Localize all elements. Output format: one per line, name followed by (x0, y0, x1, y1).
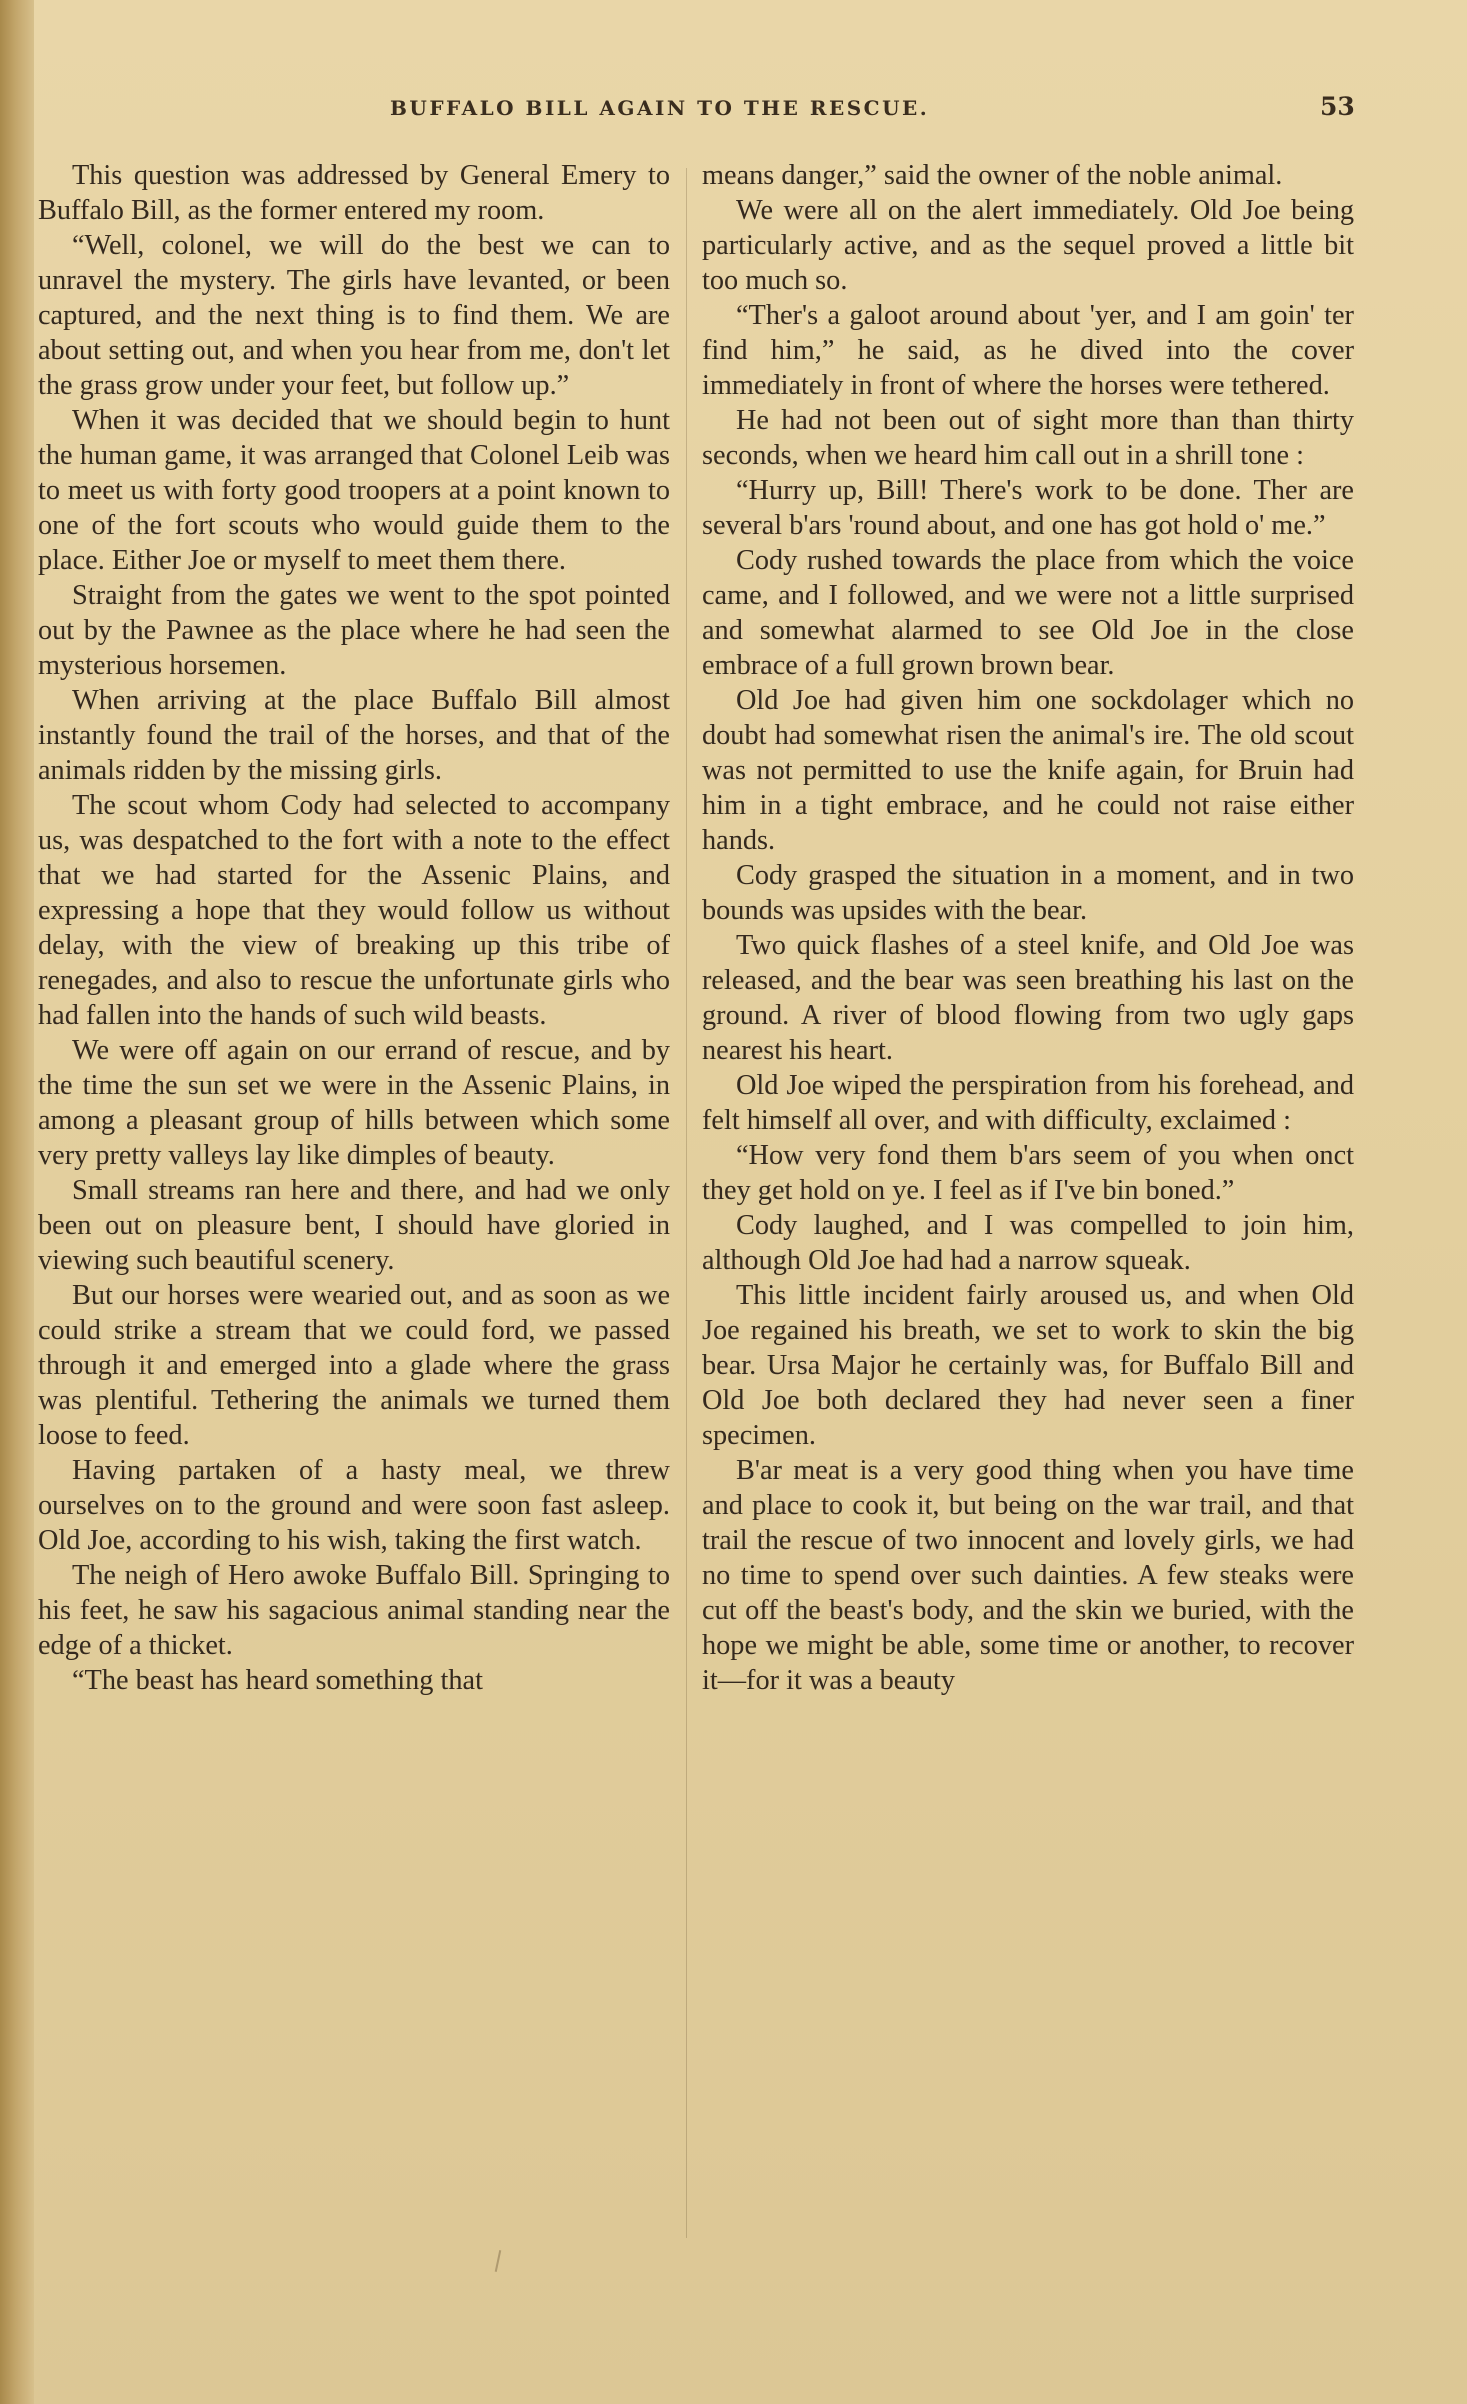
paragraph: “How very fond them b'ars seem of you when onct they get hold on ye. I feel as if I've bin boned.” (702, 1140, 1354, 1206)
paragraph: “Well, colonel, we will do the best we can to unravel the mystery. The girls have levanted, or been captured, and the next thing is to find them. We are about setting out, and when you hear from me, don't let the grass grow under your feet, but follow up.” (38, 230, 670, 401)
paragraph: Cody laughed, and I was compelled to join him, although Old Joe had had a narrow squeak. (702, 1210, 1354, 1276)
paragraph: This little incident fairly aroused us, and when Old Joe regained his breath, we set to work to skin the big bear. Ursa Major he certainly was, for Buffalo Bill and Old Joe both declared they had never seen a finer specimen. (702, 1280, 1354, 1451)
paragraph: Two quick flashes of a steel knife, and Old Joe was released, and the bear was seen breathing his last on the ground. A river of blood flowing from two ugly gaps nearest his heart. (702, 930, 1354, 1066)
page-number: 53 (1320, 92, 1355, 121)
paragraph: “The beast has heard something that (72, 1665, 483, 1696)
left-column (38, 158, 670, 2288)
binding-edge (0, 0, 34, 2404)
paragraph: Small streams ran here and there, and had we only been out on pleasure bent, I should have gloried in viewing such beautiful scenery. (38, 1175, 670, 1276)
paragraph: Cody grasped the situation in a moment, and in two bounds was upsides with the bear. (702, 860, 1354, 926)
paragraph: Cody rushed towards the place from which the voice came, and I followed, and we were not a little surprised and somewhat alarmed to see Old Joe in the close embrace of a full grown brown bear. (702, 545, 1354, 681)
paragraph: “Ther's a galoot around about 'yer, and I am goin' ter find him,” he said, as he dived into the cover immediately in front of where the horses were tethered. (702, 300, 1354, 401)
paragraph: Old Joe wiped the perspiration from his forehead, and felt himself all over, and with difficulty, exclaimed : (702, 1070, 1354, 1136)
paragraph: This question was addressed by General Emery to Buffalo Bill, as the former entered my room. (38, 160, 670, 226)
paragraph: The neigh of Hero awoke Buffalo Bill. Springing to his feet, he saw his sagacious animal standing near the edge of a thicket. (38, 1560, 670, 1661)
paragraph: But our horses were wearied out, and as soon as we could strike a stream that we could ford, we passed through it and emerged into a glade where the grass was plentiful. Tethering the animals we turned them loose to feed. (38, 1280, 670, 1451)
paragraph: Old Joe had given him one sockdolager which no doubt had somewhat risen the animal's ire. The old scout was not permitted to use the knife again, for Bruin had him in a tight embrace, and he could not raise either hands. (702, 685, 1354, 856)
right-column (702, 158, 1354, 2288)
paragraph: Straight from the gates we went to the spot pointed out by the Pawnee as the place where he had seen the mysterious horsemen. (38, 580, 670, 681)
paragraph: When it was decided that we should begin to hunt the human game, it was arranged that Colonel Leib was to meet us with forty good troopers at a point known to one of the fort scouts who would guide them to the place. Either Joe or myself to meet them there. (38, 405, 670, 576)
column-divider (686, 168, 687, 2238)
paragraph: We were all on the alert immediately. Old Joe being particularly active, and as the sequel proved a little bit too much so. (702, 195, 1354, 296)
paragraph: When arriving at the place Buffalo Bill almost instantly found the trail of the horses, and that of the animals ridden by the missing girls. (38, 685, 670, 786)
paragraph: The scout whom Cody had selected to accompany us, was despatched to the fort with a note to the effect that we had started for the Assenic Plains, and expressing a hope that they would follow us without delay, with the view of breaking up this tribe of renegades, and also to rescue the unfortunate girls who had fallen into the hands of such wild beasts. (38, 790, 670, 1031)
paragraph: B'ar meat is a very good thing when you have time and place to cook it, but being on the war trail, and that trail the rescue of two innocent and lovely girls, we had no time to spend over such dainties. A few steaks were cut off the beast's body, and the skin we buried, with the hope we might be able, some time or another, to recover it—for it was a beauty (702, 1455, 1354, 1696)
paragraph: means danger,” said the owner of the noble animal. (702, 160, 1283, 191)
paragraph: Having partaken of a hasty meal, we threw ourselves on to the ground and were soon fast asleep. Old Joe, according to his wish, taking the first watch. (38, 1455, 670, 1556)
running-head: BUFFALO BILL AGAIN TO THE RESCUE. (390, 96, 930, 120)
paragraph: He had not been out of sight more than than thirty seconds, when we heard him call out in a shrill tone : (702, 405, 1354, 471)
paragraph: We were off again on our errand of rescue, and by the time the sun set we were in the Assenic Plains, in among a pleasant group of hills between which some very pretty valleys lay like dimples of beauty. (38, 1035, 670, 1171)
paragraph: “Hurry up, Bill! There's work to be done. Ther are several b'ars 'round about, and one has got hold o' me.” (702, 475, 1354, 541)
